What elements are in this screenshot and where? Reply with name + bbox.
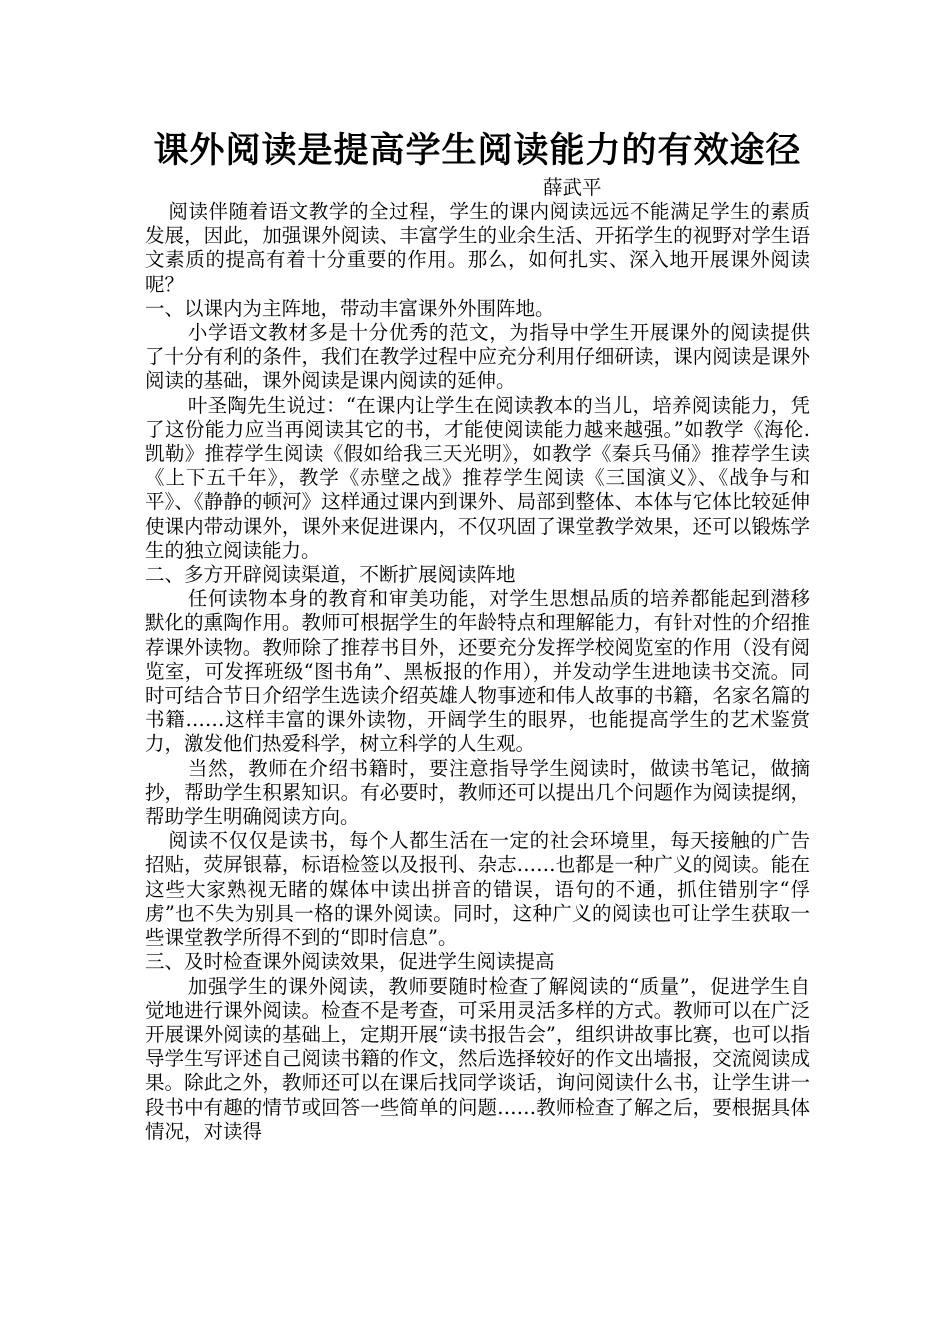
- section-2-paragraph-2: 当然，教师在介绍书籍时，要注意指导学生阅读时，做读书笔记，做摘抄，帮助学生积累知识。有必要时，教师还可以提出几个问题作为阅读提纲，帮助学生明确阅读方向。: [145, 756, 810, 829]
- section-1-paragraph-1: 小学语文教材多是十分优秀的范文，为指导中学生开展课外的阅读提供了十分有利的条件，我们在教学过程中应充分利用仔细研读，课内阅读是课外阅读的基础，课外阅读是课内阅读的延伸。: [145, 321, 810, 393]
- section-2-paragraph-3: 阅读不仅仅是读书，每个人都生活在一定的社会环境里，每天接触的广告招贴，荧屏银幕，标语检签以及报刊、杂志……也都是一种广义的阅读。能在这些大家熟视无睹的媒体中读出拼音的错误，语句的不通，抓住错别字“俘虏”也不失为别具一格的课外阅读。同时，这种广义的阅读也可让学生获取一些课堂教学所得不到的“即时信息”。: [145, 829, 810, 950]
- section-2-heading: 二、多方开辟阅读渠道，不断扩展阅读阵地: [145, 563, 516, 587]
- document-page: [145, 126, 810, 1144]
- section-2-paragraph-1: 任何读物本身的教育和审美功能，对学生思想品质的培养都能起到潜移默化的熏陶作用。教师可根据学生的年龄特点和理解能力，有针对性的介绍推荐课外读物。教师除了推荐书目外，还要充分发挥学校阅览室的作用（没有阅览室，可发挥班级“图书角”、黑板报的作用），并发动学生进地读书交流。同时可结合节日介绍学生选读介绍英雄人物事迹和伟人故事的书籍，名家名篇的书籍……这样丰富的课外读物，开阔学生的眼界，也能提高学生的艺术鉴赏力，激发他们热爱科学，树立科学的人生观。: [145, 587, 810, 756]
- document-title: 课外阅读是提高学生阅读能力的有效途径: [153, 130, 802, 171]
- intro-paragraph: 阅读伴随着语文教学的全过程，学生的课内阅读远远不能满足学生的素质发展，因此，加强课外阅读、丰富学生的业余生活、开拓学生的视野对学生语文素质的提高有着十分重要的作用。那么，如何扎实、深入地开展课外阅读呢？: [145, 200, 810, 296]
- section-1-paragraph-2: 叶圣陶先生说过：“在课内让学生在阅读教本的当儿，培养阅读能力，凭了这份能力应当再阅读其它的书，才能使阅读能力越来越强。”如教学《海伦.凯勒》推荐学生阅读《假如给我三天光明》，如教学《秦兵马俑》推荐学生读《上下五千年》，教学《赤壁之战》推荐学生阅读《三国演义》、《战争与和平》、《静静的顿河》这样通过课内到课外、局部到整体、本体与它体比较延伸使课内带动课外，课外来促进课内，不仅巩固了课堂教学效果，还可以锻炼学生的独立阅读能力。: [145, 393, 810, 562]
- section-3-heading: 三、及时检查课外阅读效果，促进学生阅读提高: [145, 950, 555, 974]
- section-1-heading: 一、以课内为主阵地，带动丰富课外外围阵地。: [145, 296, 555, 320]
- section-3-paragraph-1: 加强学生的课外阅读，教师要随时检查了解阅读的“质量”，促进学生自觉地进行课外阅读。检查不是考查，可采用灵活多样的方式。教师可以在广泛开展课外阅读的基础上，定期开展“读书报告会”，组织讲故事比赛，也可以指导学生写评述自己阅读书籍的作文，然后选择较好的作文出墙报，交流阅读成果。除此之外，教师还可以在课后找同学谈话，询问阅读什么书，让学生讲一段书中有趣的情节或回答一些简单的问题……教师检查了解之后，要根据具体情况，对读得: [145, 974, 810, 1143]
- document-author: 薛武平: [543, 176, 602, 199]
